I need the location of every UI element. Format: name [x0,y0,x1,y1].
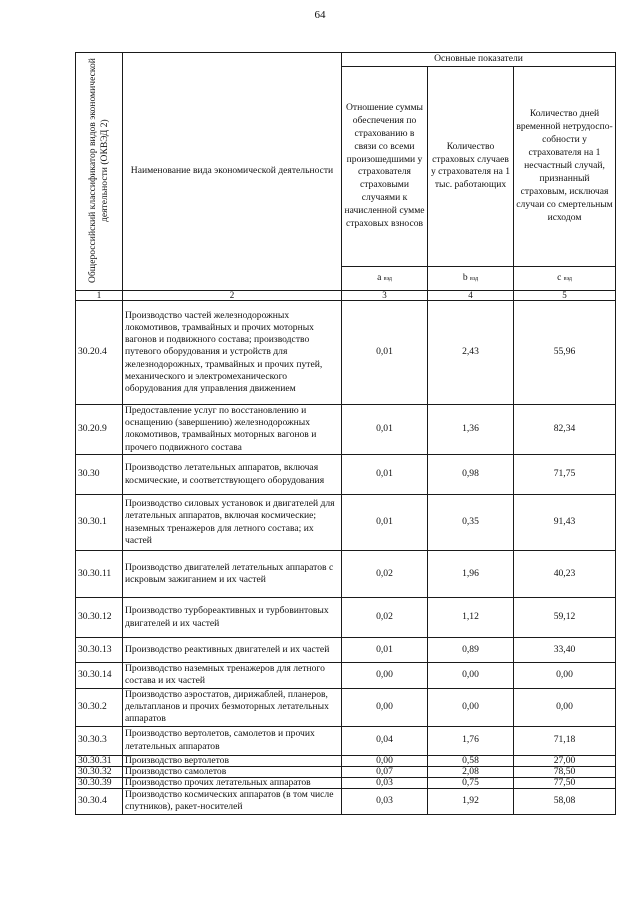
header-classifier: Общероссийский классификатор видов экономической деятельности (ОКВЭД 2) [87,59,110,284]
header-classifier-cell [76,53,123,291]
table-body [76,53,616,815]
row-value-c: 0,00 [514,663,616,689]
row-code: 30.20.9 [76,404,123,454]
row-value-b: 1,76 [428,726,514,755]
page-number: 64 [314,9,326,21]
row-activity-name: Производство частей железнодорожных локомотивов, трамвайных и прочих моторных вагонов и подвижного состава; производство путевого оборудования и устройств для железнодорожных, трамвайных и прочих путей, механического и электромеханического оборудования для управления движением [123,300,342,404]
table-row [76,638,616,663]
table-row [76,598,616,638]
row-value-c: 55,96 [514,300,616,404]
row-activity-name: Производство вертолетов [123,755,342,766]
row-value-c: 40,23 [514,551,616,598]
table-row [76,766,616,777]
row-value-c: 58,08 [514,788,616,814]
header-activity-name: Наименование вида экономической деятельности [123,53,342,291]
row-value-a: 0,01 [342,404,428,454]
row-activity-name: Предоставление услуг по восстановлению и оснащению (завершению) железнодорожных локомотивов, трамвайных моторных вагонов и прочего подвижного состава [123,404,342,454]
header-col-c: Количество дней временной нетрудоспо-собности у страхователя на 1 несчастный случай, признанный страховым, исключая случаи со смертельным исходом [514,66,616,266]
row-activity-name: Производство силовых установок и двигателей для летательных аппаратов, включая космические; наземных тренажеров для летного состава; их частей [123,495,342,551]
row-code: 30.30.39 [76,777,123,788]
row-code: 30.30.1 [76,495,123,551]
row-code: 30.30.11 [76,551,123,598]
row-value-c: 77,50 [514,777,616,788]
row-value-a: 0,02 [342,598,428,638]
row-value-a: 0,07 [342,766,428,777]
row-value-a: 0,03 [342,788,428,814]
table-row [76,495,616,551]
row-activity-name: Производство космических аппаратов (в том числе спутников), ракет-носителей [123,788,342,814]
row-value-b: 0,35 [428,495,514,551]
row-value-a: 0,01 [342,638,428,663]
row-value-b: 1,36 [428,404,514,454]
row-activity-name: Производство прочих летательных аппаратов [123,777,342,788]
column-number-row [76,290,616,300]
table-row [76,300,616,404]
row-value-a: 0,01 [342,495,428,551]
row-value-c: 82,34 [514,404,616,454]
row-activity-name: Производство летательных аппаратов, включая космические, и соответствующего оборудования [123,455,342,495]
row-code: 30.30.2 [76,688,123,726]
row-code: 30.30.14 [76,663,123,689]
row-code: 30.30.4 [76,788,123,814]
row-activity-name: Производство двигателей летательных аппаратов с искровым зажиганием и их частей [123,551,342,598]
header-col-a: Отношение суммы обеспечения по страхованию в связи со всеми произошедшими у страхователя страховыми случаями к начисленной сумме страховых взносов [342,66,428,266]
header-main-indicators: Основные показатели [342,53,616,67]
table-row [76,551,616,598]
row-value-b: 1,96 [428,551,514,598]
row-activity-name: Производство реактивных двигателей и их частей [123,638,342,663]
table-row [76,455,616,495]
row-activity-name: Производство аэростатов, дирижаблей, планеров, дельтапланов и прочих безмоторных летательных аппаратов [123,688,342,726]
row-activity-name: Производство вертолетов, самолетов и прочих летательных аппаратов [123,726,342,755]
row-code: 30.30.32 [76,766,123,777]
column-number: 3 [342,290,428,300]
row-activity-name: Производство самолетов [123,766,342,777]
row-value-b: 0,89 [428,638,514,663]
row-activity-name: Производство турбореактивных и турбовинтовых двигателей и их частей [123,598,342,638]
table-row [76,404,616,454]
header-col-b: Количество страховых случаев у страхователя на 1 тыс. работающих [428,66,514,266]
row-value-b: 0,98 [428,455,514,495]
row-value-a: 0,00 [342,755,428,766]
row-code: 30.30.3 [76,726,123,755]
row-value-c: 71,18 [514,726,616,755]
row-value-c: 0,00 [514,688,616,726]
table-row [76,755,616,766]
row-value-b: 2,08 [428,766,514,777]
table-row [76,726,616,755]
row-code: 30.20.4 [76,300,123,404]
row-value-a: 0,02 [342,551,428,598]
row-activity-name: Производство наземных тренажеров для летного состава и их частей [123,663,342,689]
column-number: 2 [123,290,342,300]
row-value-c: 27,00 [514,755,616,766]
header-row-top [76,53,616,67]
row-value-c: 59,12 [514,598,616,638]
row-value-b: 2,43 [428,300,514,404]
row-value-a: 0,00 [342,688,428,726]
row-value-a: 0,00 [342,663,428,689]
row-value-b: 1,12 [428,598,514,638]
column-number: 4 [428,290,514,300]
table-row [76,688,616,726]
table-row [76,777,616,788]
row-code: 30.30 [76,455,123,495]
row-value-b: 0,00 [428,663,514,689]
indicators-table [75,52,616,815]
row-value-b: 0,00 [428,688,514,726]
symbol-c: c вэд [514,266,616,290]
row-value-a: 0,04 [342,726,428,755]
symbol-b: b вэд [428,266,514,290]
row-value-a: 0,01 [342,455,428,495]
table-row [76,788,616,814]
row-value-c: 33,40 [514,638,616,663]
column-number: 5 [514,290,616,300]
row-value-c: 71,75 [514,455,616,495]
row-value-a: 0,01 [342,300,428,404]
row-code: 30.30.13 [76,638,123,663]
row-value-c: 78,50 [514,766,616,777]
row-value-a: 0,03 [342,777,428,788]
row-value-c: 91,43 [514,495,616,551]
row-value-b: 0,75 [428,777,514,788]
row-value-b: 0,58 [428,755,514,766]
row-value-b: 1,92 [428,788,514,814]
row-code: 30.30.12 [76,598,123,638]
table-row [76,663,616,689]
row-code: 30.30.31 [76,755,123,766]
symbol-a: a вэд [342,266,428,290]
column-number: 1 [76,290,123,300]
